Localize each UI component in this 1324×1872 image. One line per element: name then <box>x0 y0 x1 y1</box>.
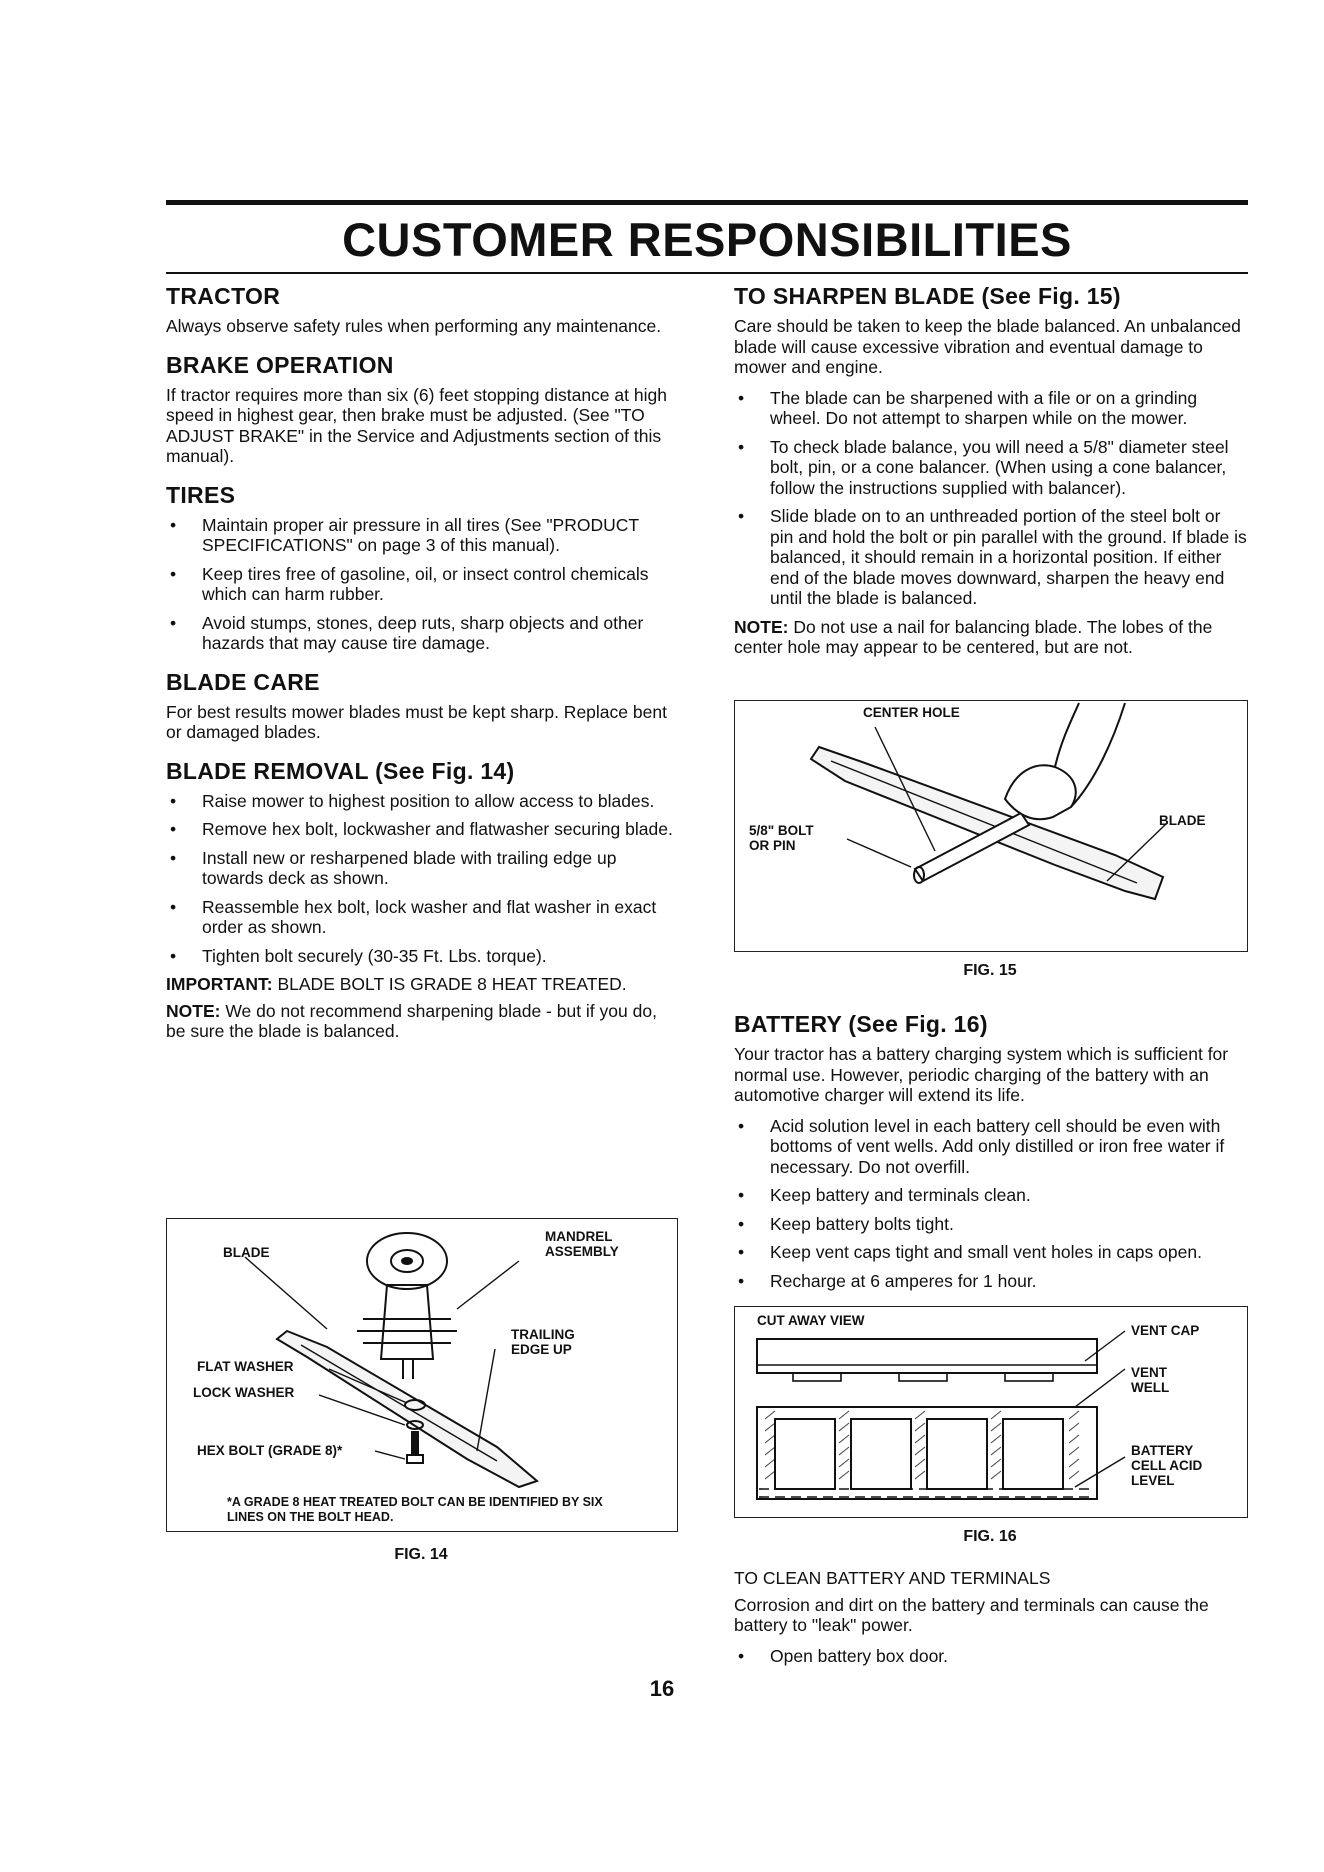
fig14-diagram <box>166 1218 678 1532</box>
battery-section <box>734 1010 1248 1299</box>
list-item: • Install new or resharpened blade with trailing edge up towards deck as shown. <box>166 848 680 889</box>
blade-care-text: For best results mower blades must be kept sharp. Replace bent or damaged blades. <box>166 701 667 742</box>
list-item: • Open battery box door. <box>734 1646 1248 1667</box>
important-label: IMPORTANT: <box>166 974 273 994</box>
list-item: • Recharge at 6 amperes for 1 hour. <box>734 1271 1248 1292</box>
blade-assembly-drawing <box>167 1219 677 1531</box>
fig14-flat-washer-label: FLAT WASHER <box>197 1359 294 1374</box>
fig14-blade-label: BLADE <box>223 1245 270 1260</box>
blade-care-section <box>166 668 680 743</box>
fig14-trailing-label: TRAILING EDGE UP <box>511 1327 575 1357</box>
battery-heading: BATTERY (See Fig. 16) <box>734 1011 988 1037</box>
fig16-vent-well-label: VENT WELL <box>1131 1365 1170 1395</box>
clean-list <box>734 1646 1248 1667</box>
fig16-acid-level-label: BATTERY CELL ACID LEVEL <box>1131 1443 1203 1488</box>
page-title: CUSTOMER RESPONSIBILITIES <box>342 213 1072 266</box>
list-item: • Acid solution level in each battery cell should be even with bottoms of vent wells. Add only distilled or iron free water if necessary. Do not overfill. <box>734 1116 1248 1178</box>
left-column <box>166 282 680 1056</box>
fig14-hex-bolt-label: HEX BOLT (GRADE 8)* <box>197 1443 343 1458</box>
fig15-bolt-label: 5/8" BOLT OR PIN <box>749 823 814 853</box>
right-column <box>734 282 1248 672</box>
list-item: • Maintain proper air pressure in all tires (See "PRODUCT SPECIFICATIONS" on page 3 of this manual). <box>166 515 680 556</box>
sharpen-list <box>734 388 1248 609</box>
sharpen-section <box>734 282 1248 658</box>
clean-text: Corrosion and dirt on the battery and terminals can cause the battery to "leak" power. <box>734 1594 1209 1635</box>
list-item: • Tighten bolt securely (30-35 Ft. Lbs. torque). <box>166 946 680 967</box>
fig15-center-hole-label: CENTER HOLE <box>863 705 960 720</box>
note-label: NOTE: <box>166 1000 221 1021</box>
top-rule <box>166 200 1248 205</box>
blade-care-heading: BLADE CARE <box>166 668 320 695</box>
tractor-section <box>166 282 680 337</box>
list-item: • Slide blade on to an unthreaded portion of the steel bolt or pin and hold the bolt or pin parallel with the ground. If blade is balanced, it should remain in a horizontal position. If either end of the blade moves downward, sharpen the heavy end until the blade is balanced. <box>734 506 1248 609</box>
list-item: • The blade can be sharpened with a file or on a grinding wheel. Do not attempt to sharpen while on the mower. <box>734 388 1248 429</box>
list-item: • Keep vent caps tight and small vent holes in caps open. <box>734 1242 1248 1263</box>
fig15-caption: FIG. 15 <box>963 962 1017 979</box>
important-note <box>166 974 680 995</box>
list-item: • Reassemble hex bolt, lock washer and flat washer in exact order as shown. <box>166 897 680 938</box>
fig14-caption: FIG. 14 <box>394 1546 448 1563</box>
list-item: • Keep battery bolts tight. <box>734 1214 1248 1235</box>
sharpen-text: Care should be taken to keep the blade balanced. An unbalanced blade will cause excessive vibration and eventual damage to mower and engine. <box>734 316 1241 377</box>
brake-heading: BRAKE OPERATION <box>166 351 394 378</box>
fig16-diagram <box>734 1306 1248 1518</box>
tires-heading: TIRES <box>166 481 236 508</box>
battery-list <box>734 1116 1248 1292</box>
sharpen-heading: TO SHARPEN BLADE (See Fig. 15) <box>734 283 1121 309</box>
fig16-caption: FIG. 16 <box>963 1528 1017 1545</box>
fig14-mandrel-label: MANDREL ASSEMBLY <box>545 1229 619 1259</box>
tires-section <box>166 481 680 654</box>
tractor-heading: TRACTOR <box>166 283 281 309</box>
list-item: • Remove hex bolt, lockwasher and flatwasher securing blade. <box>166 819 680 840</box>
list-item: • Keep tires free of gasoline, oil, or insect control chemicals which can harm rubber. <box>166 564 680 605</box>
important-text: BLADE BOLT IS GRADE 8 HEAT TREATED. <box>277 974 627 994</box>
clean-battery-section <box>734 1568 1248 1674</box>
list-item: • Avoid stumps, stones, deep ruts, sharp objects and other hazards that may cause tire damage. <box>166 613 680 654</box>
page-number: 16 <box>649 1676 675 1701</box>
tractor-text: Always observe safety rules when performing any maintenance. <box>166 316 662 336</box>
note-label: NOTE: <box>734 616 789 637</box>
list-item: • To check blade balance, you will need a 5/8" diameter steel bolt, pin, or a cone balancer. (When using a cone balancer, follow the instructions supplied with balancer). <box>734 437 1248 499</box>
brake-text: If tractor requires more than six (6) feet stopping distance at high speed in highest gear, then brake must be adjusted. (See "TO ADJUST BRAKE" in the Service and Adjustments section of this manual). <box>166 384 667 466</box>
brake-section <box>166 351 680 467</box>
fig16-vent-cap-label: VENT CAP <box>1131 1323 1200 1338</box>
blade-removal-section <box>166 757 680 1042</box>
title-underline <box>166 272 1248 274</box>
fig16-cut-away-label: CUT AWAY VIEW <box>757 1313 865 1328</box>
fig14-lock-washer-label: LOCK WASHER <box>193 1385 295 1400</box>
note-text: Do not use a nail for balancing blade. The lobes of the center hole may appear to be centered, but are not. <box>734 616 1213 657</box>
blade-note <box>166 1001 680 1042</box>
clean-heading: TO CLEAN BATTERY AND TERMINALS <box>734 1568 1051 1588</box>
list-item: • Raise mower to highest position to allow access to blades. <box>166 791 680 812</box>
blade-removal-heading: BLADE REMOVAL (See Fig. 14) <box>166 757 515 784</box>
blade-removal-list <box>166 791 680 967</box>
fig14-footnote: *A GRADE 8 HEAT TREATED BOLT CAN BE IDENTIFIED BY SIX LINES ON THE BOLT HEAD. <box>227 1495 603 1524</box>
tires-list <box>166 515 680 654</box>
sharpen-note <box>734 617 1248 658</box>
battery-text: Your tractor has a battery charging system which is sufficient for normal use. However, periodic charging of the battery with an automotive charger will extend its life. <box>734 1044 1229 1105</box>
list-item: • Keep battery and terminals clean. <box>734 1185 1248 1206</box>
fig15-blade-label: BLADE <box>1159 813 1206 828</box>
fig15-diagram <box>734 700 1248 952</box>
note-text: We do not recommend sharpening blade - but if you do, be sure the blade is balanced. <box>166 1000 657 1041</box>
